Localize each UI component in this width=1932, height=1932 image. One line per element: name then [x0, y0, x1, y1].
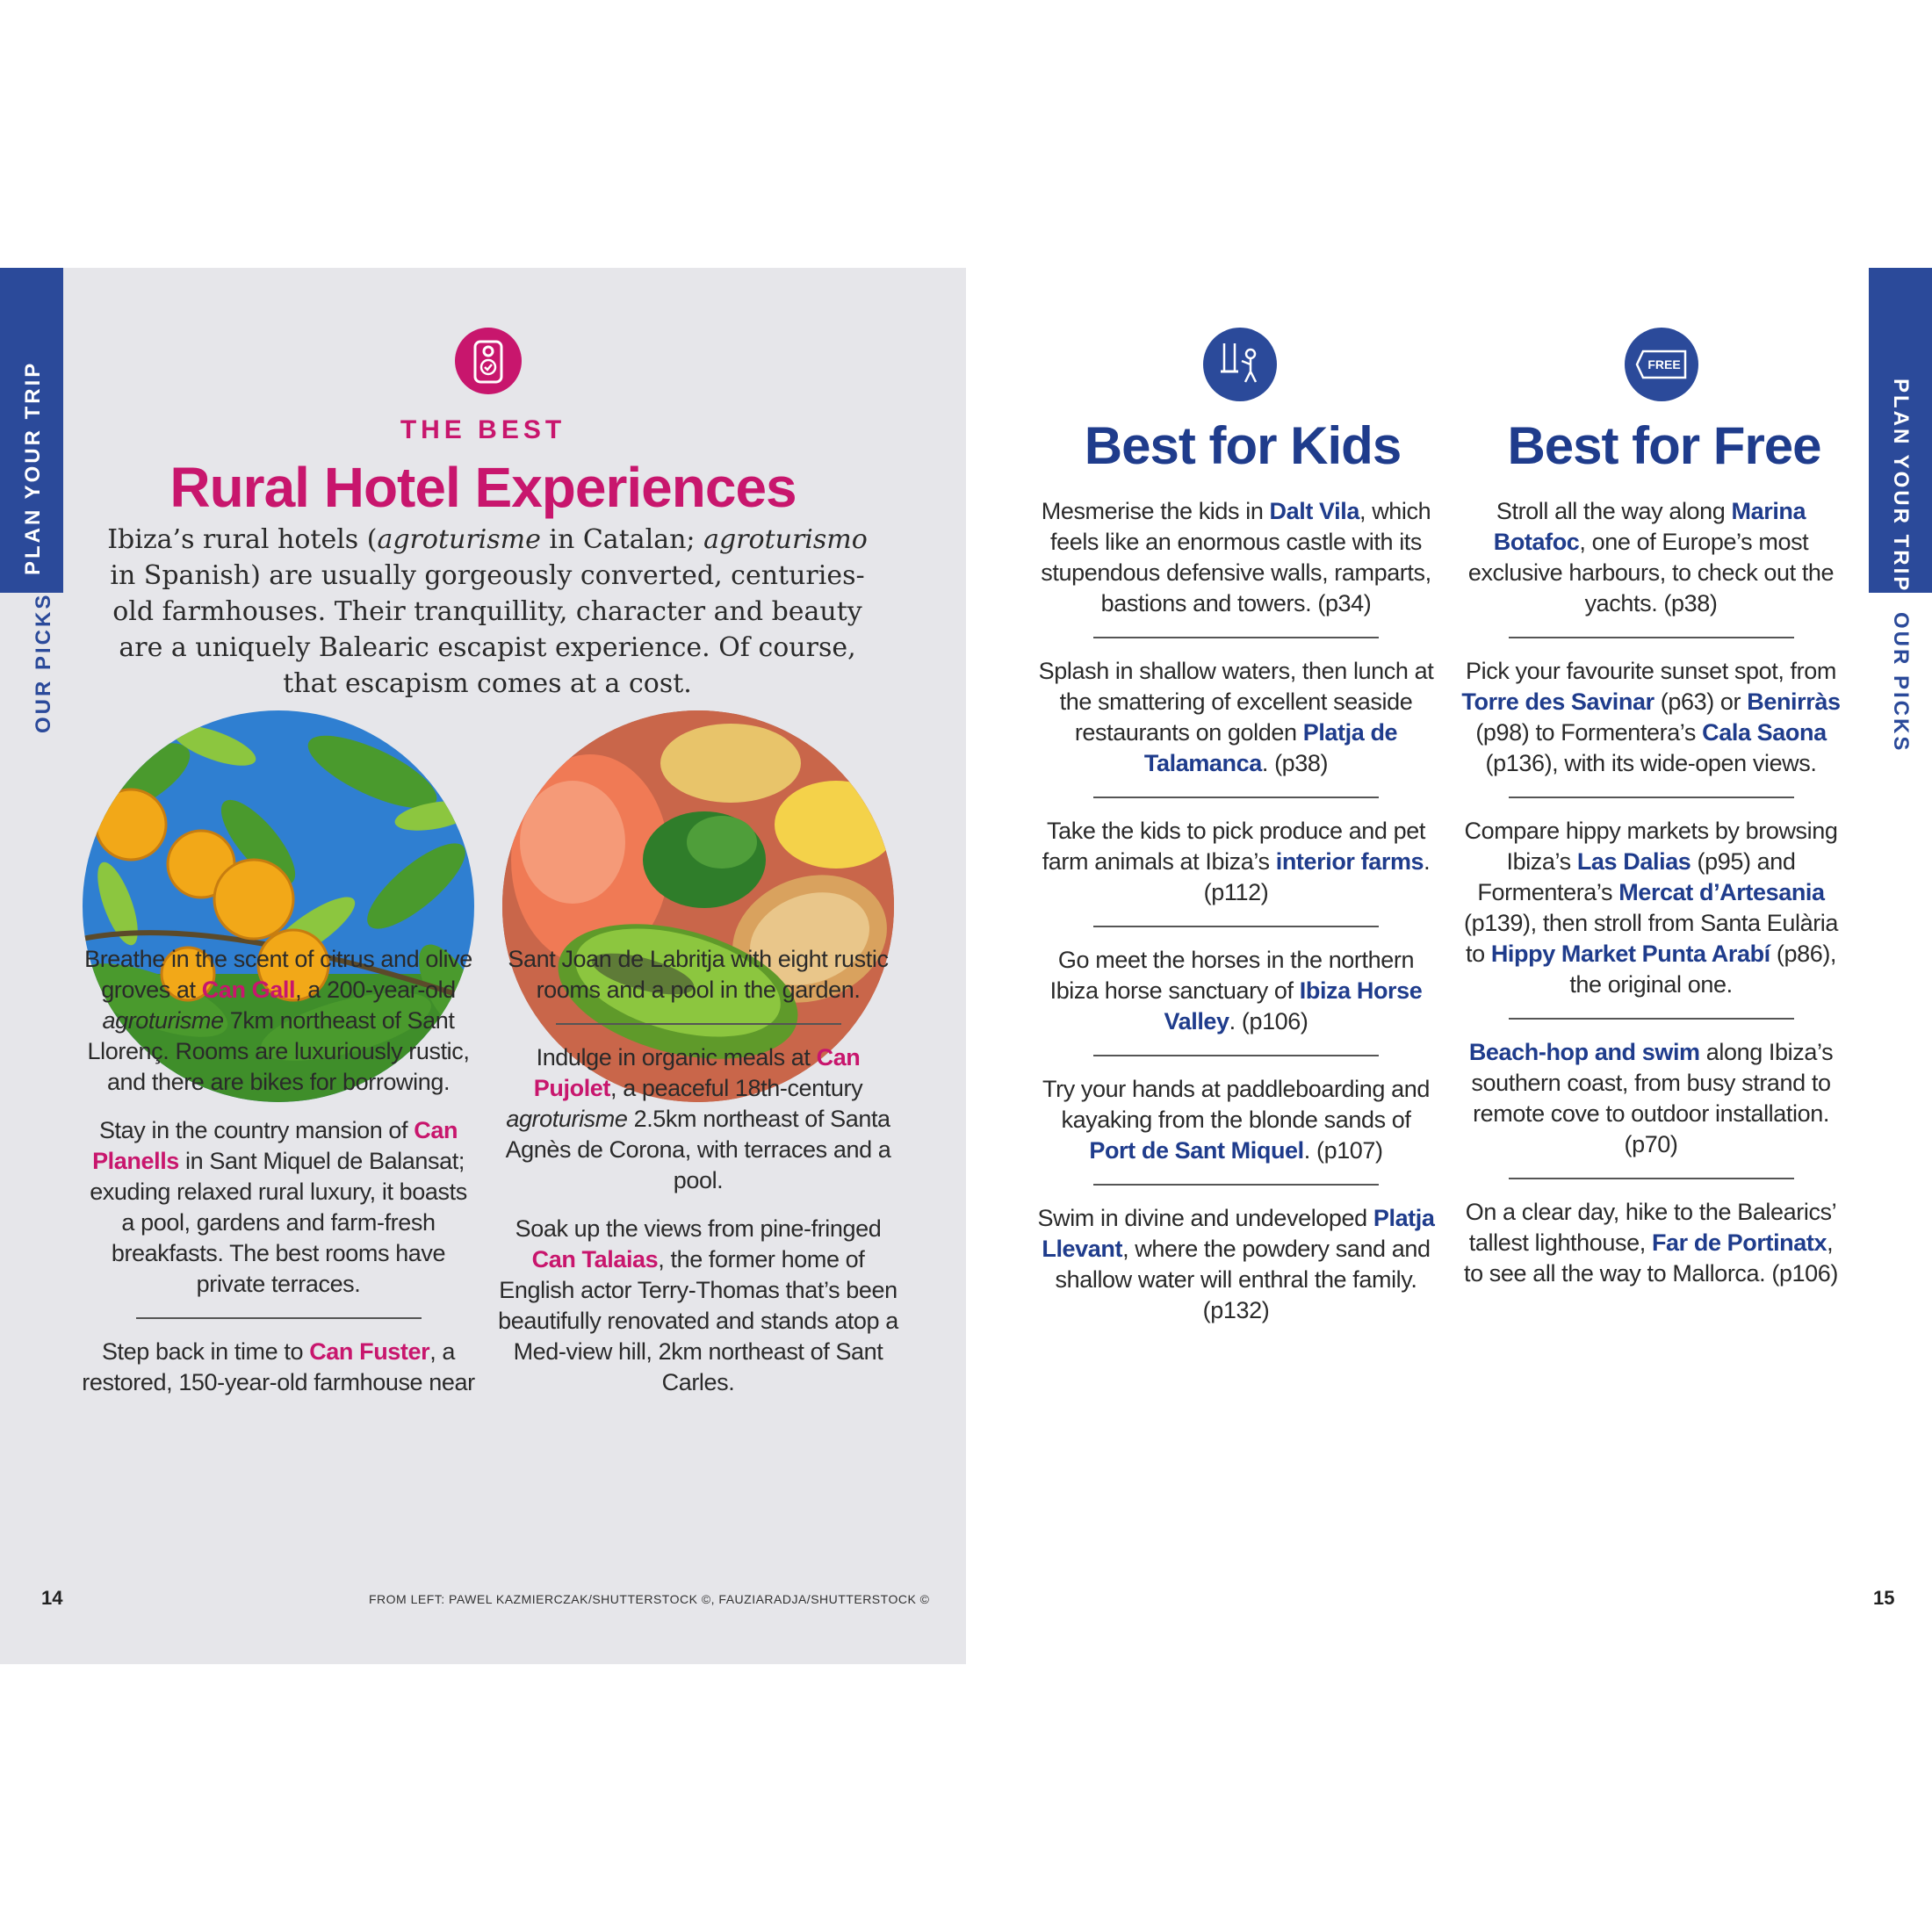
interior-farms-link: interior farms — [1275, 848, 1424, 875]
child-swing-icon — [1203, 328, 1277, 401]
free-column — [1458, 496, 1844, 1289]
divider — [1509, 797, 1794, 798]
kids-item: Go meet the horses in the northern Ibiza horse sanctuary of Ibiza Horse Valley. (p106) — [1049, 947, 1423, 1034]
free-item: Pick your favourite sunset spot, from Torre des Savinar (p63) or Benirràs (p98) to Formentera’s Cala Saona (p136), with its wide-open views. — [1461, 658, 1841, 776]
can-fuster-link: Can Fuster — [309, 1338, 430, 1365]
kids-item: Take the kids to pick produce and pet farm animals at Ibiza’s interior farms. (p112) — [1042, 818, 1431, 905]
cala-saona-link: Cala Saona — [1702, 719, 1827, 746]
divider — [1509, 1018, 1794, 1020]
door-hanger-icon — [455, 328, 522, 394]
platja-de-talamanca-link: Platja de Talamanca — [1143, 719, 1398, 776]
divider — [1509, 637, 1794, 638]
kids-column — [1036, 496, 1436, 1326]
free-tag-icon — [1625, 328, 1698, 401]
marina-botafoc-link: Marina Botafoc — [1493, 498, 1806, 555]
far-de-portinatx-link: Far de Portinatx — [1651, 1229, 1827, 1256]
ibiza-horse-valley-link: Ibiza Horse Valley — [1164, 977, 1423, 1034]
plan-your-trip-tab — [0, 268, 63, 593]
our-picks-label: OUR PICKS — [32, 592, 55, 733]
our-picks-label: OUR PICKS — [1889, 612, 1913, 753]
kids-item: Mesmerise the kids in Dalt Vila, which feels like an enormous castle with its stupendous defensive walls, ramparts, bastions and towers. (p34) — [1041, 498, 1431, 616]
kids-item: Swim in divine and undeveloped Platja Llevant, where the powdery sand and shallow water will enthral the family. (p132) — [1037, 1205, 1435, 1323]
rural-column-1 — [81, 944, 476, 1398]
pick-can-pujolet: Indulge in organic meals at Can Pujolet, a peaceful 18th-century agroturisme 2.5km northeast of Santa Agnès de Corona, with terraces and a pool. — [505, 1044, 891, 1193]
benirras-link: Benirràs — [1747, 688, 1841, 715]
page-title: Rural Hotel Experiences — [169, 456, 797, 519]
photo-credit: FROM LEFT: PAWEL KAZMIERCZAK/SHUTTERSTOCK ©, FAUZIARADJA/SHUTTERSTOCK © — [369, 1592, 930, 1606]
free-item: Compare hippy markets by browsing Ibiza’s Las Dalias (p95) and Formentera’s Mercat d’Artesania (p139), then stroll from Santa Eulària to Hippy Market Punta Arabí (p86), the original one. — [1463, 818, 1838, 998]
svg-text:FREE: FREE — [1647, 357, 1681, 371]
hippy-market-punta-arabi-link: Hippy Market Punta Arabí — [1490, 941, 1770, 967]
pick-can-talaias: Soak up the views from pine-fringed Can Talaias, the former home of English actor Terry-Thomas that’s been beautifully renovated and stands atop a Med-view hill, 2km northeast of Sant Carles. — [498, 1215, 898, 1395]
divider — [556, 1023, 841, 1025]
las-dalias-link: Las Dalias — [1576, 848, 1691, 875]
tab-label: PLAN YOUR TRIP — [21, 360, 45, 575]
beach-hop-link: Beach-hop and swim — [1468, 1039, 1700, 1065]
divider — [1093, 1184, 1379, 1186]
rural-column-2 — [496, 944, 900, 1398]
free-item: On a clear day, hike to the Balearics’ tallest lighthouse, Far de Portinatx, to see all the way to Mallorca. (p106) — [1463, 1199, 1838, 1287]
divider — [1093, 926, 1379, 927]
pick-can-fuster-cont: Sant Joan de Labritja with eight rustic rooms and a pool in the garden. — [508, 946, 889, 1003]
platja-llevant-link: Platja Llevant — [1042, 1205, 1435, 1262]
divider — [136, 1317, 422, 1319]
can-planells-link: Can Planells — [92, 1117, 458, 1174]
best-for-free-title: Best for Free — [1507, 416, 1821, 475]
pick-can-gall: Breathe in the scent of citrus and olive groves at Can Gall, a 200-year-old agroturisme 7km northeast of Sant Llorenç. Rooms are luxuriously rustic, and there are bikes for borrowing. — [84, 946, 472, 1095]
divider — [1509, 1178, 1794, 1179]
best-for-kids-title: Best for Kids — [1084, 416, 1402, 475]
book-spread — [0, 268, 1932, 1664]
plan-your-trip-tab — [1869, 268, 1932, 593]
right-page — [966, 268, 1932, 1664]
can-pujolet-link: Can Pujolet — [533, 1044, 861, 1101]
left-page — [0, 268, 966, 1664]
intro-paragraph: Ibiza’s rural hotels (agroturisme in Catalan; agroturismo in Spanish) are usually gorgeously converted, centuries-old farmhouses. Their tranquillity, character and beauty are a uniquely Balearic escapist experience. Of course, that escapism comes at a cost. — [107, 524, 868, 699]
free-item: Stroll all the way along Marina Botafoc, one of Europe’s most exclusive harbours, to check out the yachts. (p38) — [1467, 498, 1835, 616]
tab-label: PLAN YOUR TRIP — [1889, 378, 1913, 594]
mercat-dartesania-link: Mercat d’Artesania — [1618, 879, 1825, 905]
kids-item: Try your hands at paddleboarding and kayaking from the blonde sands of Port de Sant Miquel. (p107) — [1042, 1076, 1430, 1164]
divider — [1093, 797, 1379, 798]
page-number: 15 — [1873, 1587, 1895, 1609]
section-kicker: THE BEST — [400, 415, 566, 444]
can-talaias-link: Can Talaias — [531, 1246, 659, 1272]
divider — [1093, 637, 1379, 638]
pick-can-planells: Stay in the country mansion of Can Planells in Sant Miquel de Balansat; exuding relaxed rural luxury, it boasts a pool, gardens and farm-fresh breakfasts. The best rooms have private terraces. — [90, 1117, 467, 1297]
page-number: 14 — [41, 1587, 63, 1609]
free-item: Beach-hop and swim along Ibiza’s southern coast, from busy strand to remote cove to outdoor installation. (p70) — [1468, 1039, 1834, 1157]
pick-can-fuster: Step back in time to Can Fuster, a restored, 150-year-old farmhouse near — [82, 1338, 475, 1395]
torre-des-savinar-link: Torre des Savinar — [1461, 688, 1654, 715]
divider — [1093, 1055, 1379, 1056]
kids-item: Splash in shallow waters, then lunch at the smattering of excellent seaside restaurants on golden Platja de Talamanca. (p38) — [1038, 658, 1434, 776]
port-de-sant-miquel-link: Port de Sant Miquel — [1089, 1137, 1304, 1164]
dalt-vila-link: Dalt Vila — [1269, 498, 1359, 524]
can-gall-link: Can Gall — [201, 977, 296, 1003]
